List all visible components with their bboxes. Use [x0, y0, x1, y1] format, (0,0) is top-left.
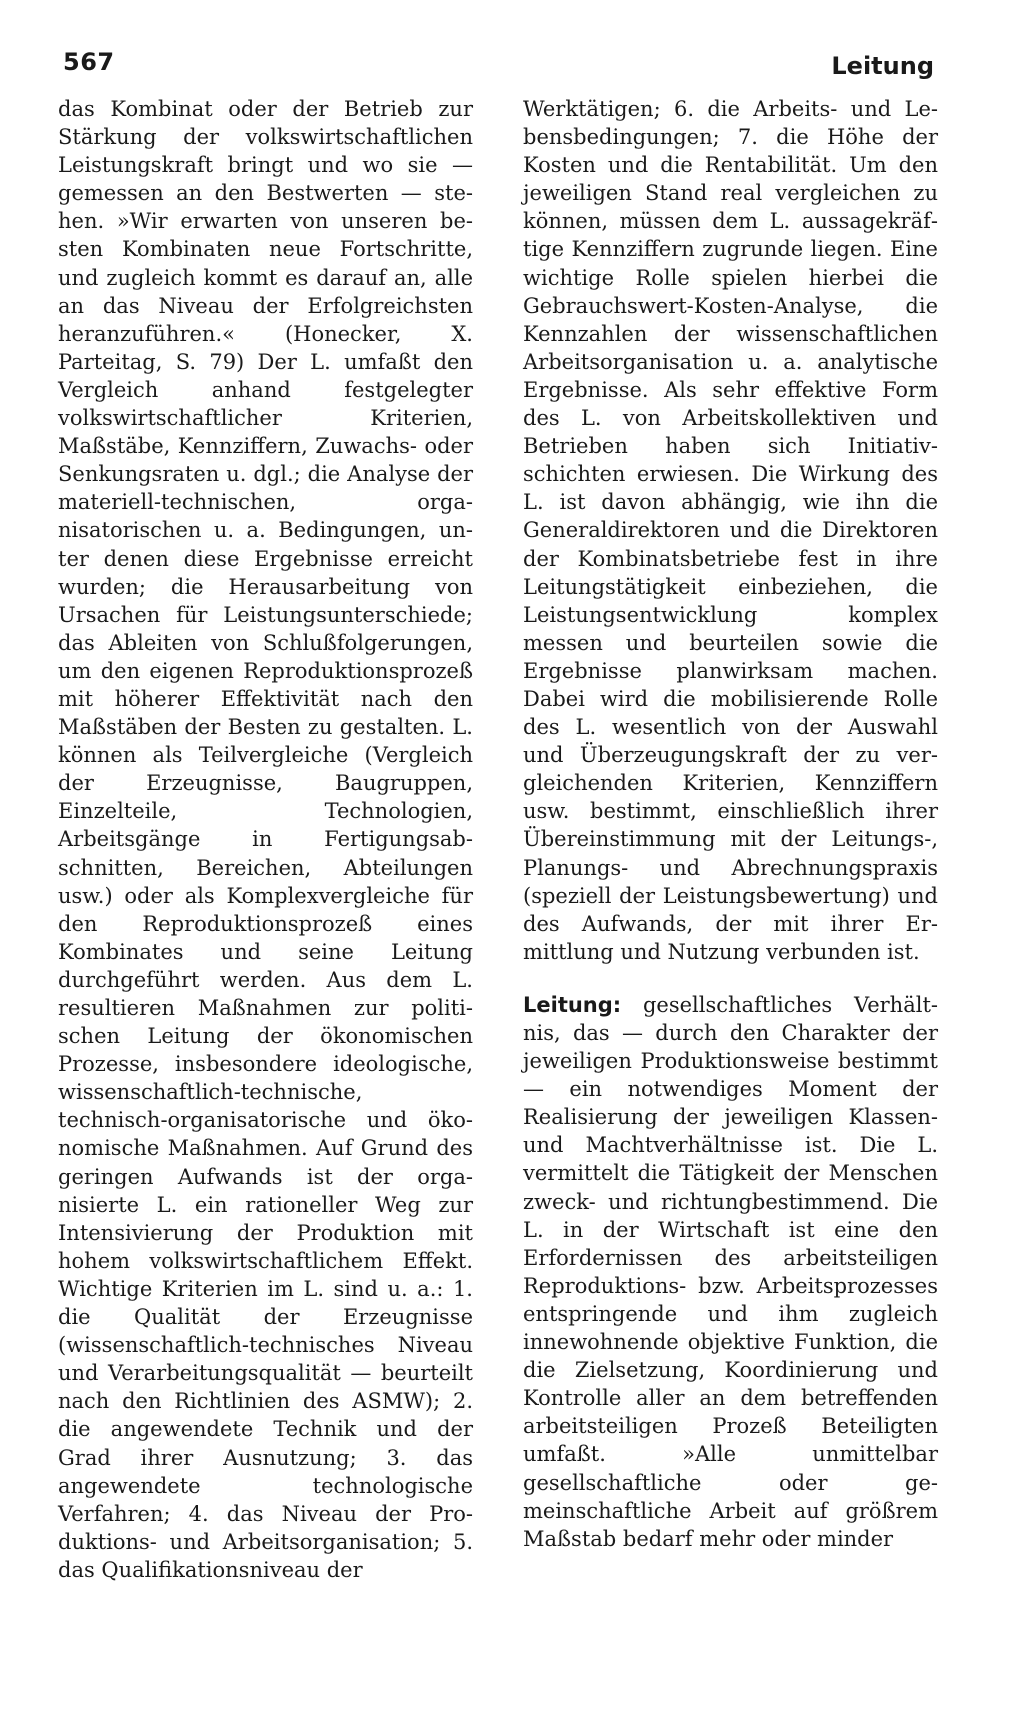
- right-column-continuation: Werktätigen; 6. die Arbeits- und Lebensbedingungen; 7. die Höhe der Kosten und die Rentabilität. Um den jeweiligen Stand real vergleichen zu können, müssen dem L. aussagekräftige Kennziffern zugrunde liegen. Eine wichtige Rolle spielen hierbei die Gebrauchswert-Kosten-Analyse, die Kennzahlen der wissenschaftlichen Arbeitsorganisation u. a. analytische Ergebnisse. Als sehr effektive Form des L. von Arbeitskollektiven und Betrieben haben sich Initiativschichten erwiesen. Die Wirkung des L. ist davon abhängig, wie ihn die Generaldirektoren und die Direktoren der Kombinatsbetriebe fest in ihre Leitungstätigkeit einbeziehen, die Leistungsentwicklung komplex messen und beurteilen sowie die Ergebnisse planwirksam machen. Dabei wird die mobilisierende Rolle des L. wesentlich von der Auswahl und Überzeugungskraft der zu vergleichenden Kriterien, Kennziffern usw. bestimmt, einschließlich ihrer Übereinstimmung mit der Leitungs-, Planungs- und Abrechnungspraxis (speziell der Leistungsbewertung) und des Aufwands, der mit ihrer Ermittlung und Nutzung verbunden ist.: [523, 97, 938, 964]
- entry-leitung: [523, 991, 938, 1553]
- running-head: Leitung: [831, 52, 934, 80]
- right-column: [523, 95, 938, 1553]
- page-number: 567: [63, 48, 115, 76]
- left-column: [58, 95, 473, 1584]
- entry-headword: Leitung:: [523, 992, 622, 1017]
- entry-text: gesellschaftliches Verhältnis, das — durch den Charakter der jeweiligen Produktionsweise bestimmt — ein notwendiges Moment der Realisierung der jeweiligen Klassen- und Machtverhältnisse ist. Die L. vermittelt die Tätigkeit der Menschen zweck- und richtungbestimmend. Die L. in der Wirtschaft ist eine den Erfordernissen des arbeitsteiligen Reproduktions- bzw. Arbeitsprozesses entspringende und ihm zugleich innewohnende objektive Funktion, die die Zielsetzung, Koordinierung und Kontrolle aller an dem betreffenden arbeitsteiligen Prozeß Beteiligten umfaßt. »Alle unmittelbar gesellschaftliche oder gemeinschaftliche Arbeit auf größrem Maßstab bedarf mehr oder minder: [523, 992, 938, 1551]
- left-column-text: das Kombinat oder der Betrieb zur Stärkung der volkswirtschaftlichen Leistungskraft bringt und wo sie — gemessen an den Bestwerten — stehen. »Wir erwarten von unseren besten Kombinaten neue Fortschritte, und zugleich kommt es darauf an, alle an das Niveau der Erfolgreichsten heranzuführen.« (Honecker, X. Parteitag, S. 79) Der L. umfaßt den Vergleich anhand festgelegter volkswirtschaftlicher Kriterien, Maßstäbe, Kennziffern, Zuwachs- oder Senkungsraten u. dgl.; die Analyse der materiell-technischen, organisatorischen u. a. Bedingungen, unter denen diese Ergebnisse erreicht wurden; die Herausarbeitung von Ursachen für Leistungsunterschiede; das Ableiten von Schlußfolgerungen, um den eigenen Reproduktionsprozeß mit höherer Effektivität nach den Maßstäben der Besten zu gestalten. L. können als Teilvergleiche (Vergleich der Erzeugnisse, Baugruppen, Einzelteile, Technologien, Arbeitsgänge in Fertigungsabschnitten, Bereichen, Abteilungen usw.) oder als Komplexvergleiche für den Reproduktionsprozeß eines Kombinates und seine Leitung durchgeführt werden. Aus dem L. resultieren Maßnahmen zur politischen Leitung der ökonomischen Prozesse, insbesondere ideologische, wissenschaftlich-technische, technisch-organisatorische und ökonomische Maßnahmen. Auf Grund des geringen Aufwands ist der organisierte L. ein rationeller Weg zur Intensivierung der Produktion mit hohem volkswirtschaftlichem Effekt. Wichtige Kriterien im L. sind u. a.: 1. die Qualität der Erzeugnisse (wissenschaftlich-technisches Niveau und Verarbeitungsqualität — beurteilt nach den Richtlinien des ASMW); 2. die angewendete Technik und der Grad ihrer Ausnutzung; 3. das angewendete technologische Verfahren; 4. das Niveau der Produktions- und Arbeitsorganisation; 5. das Qualifikationsniveau der: [58, 97, 473, 1582]
